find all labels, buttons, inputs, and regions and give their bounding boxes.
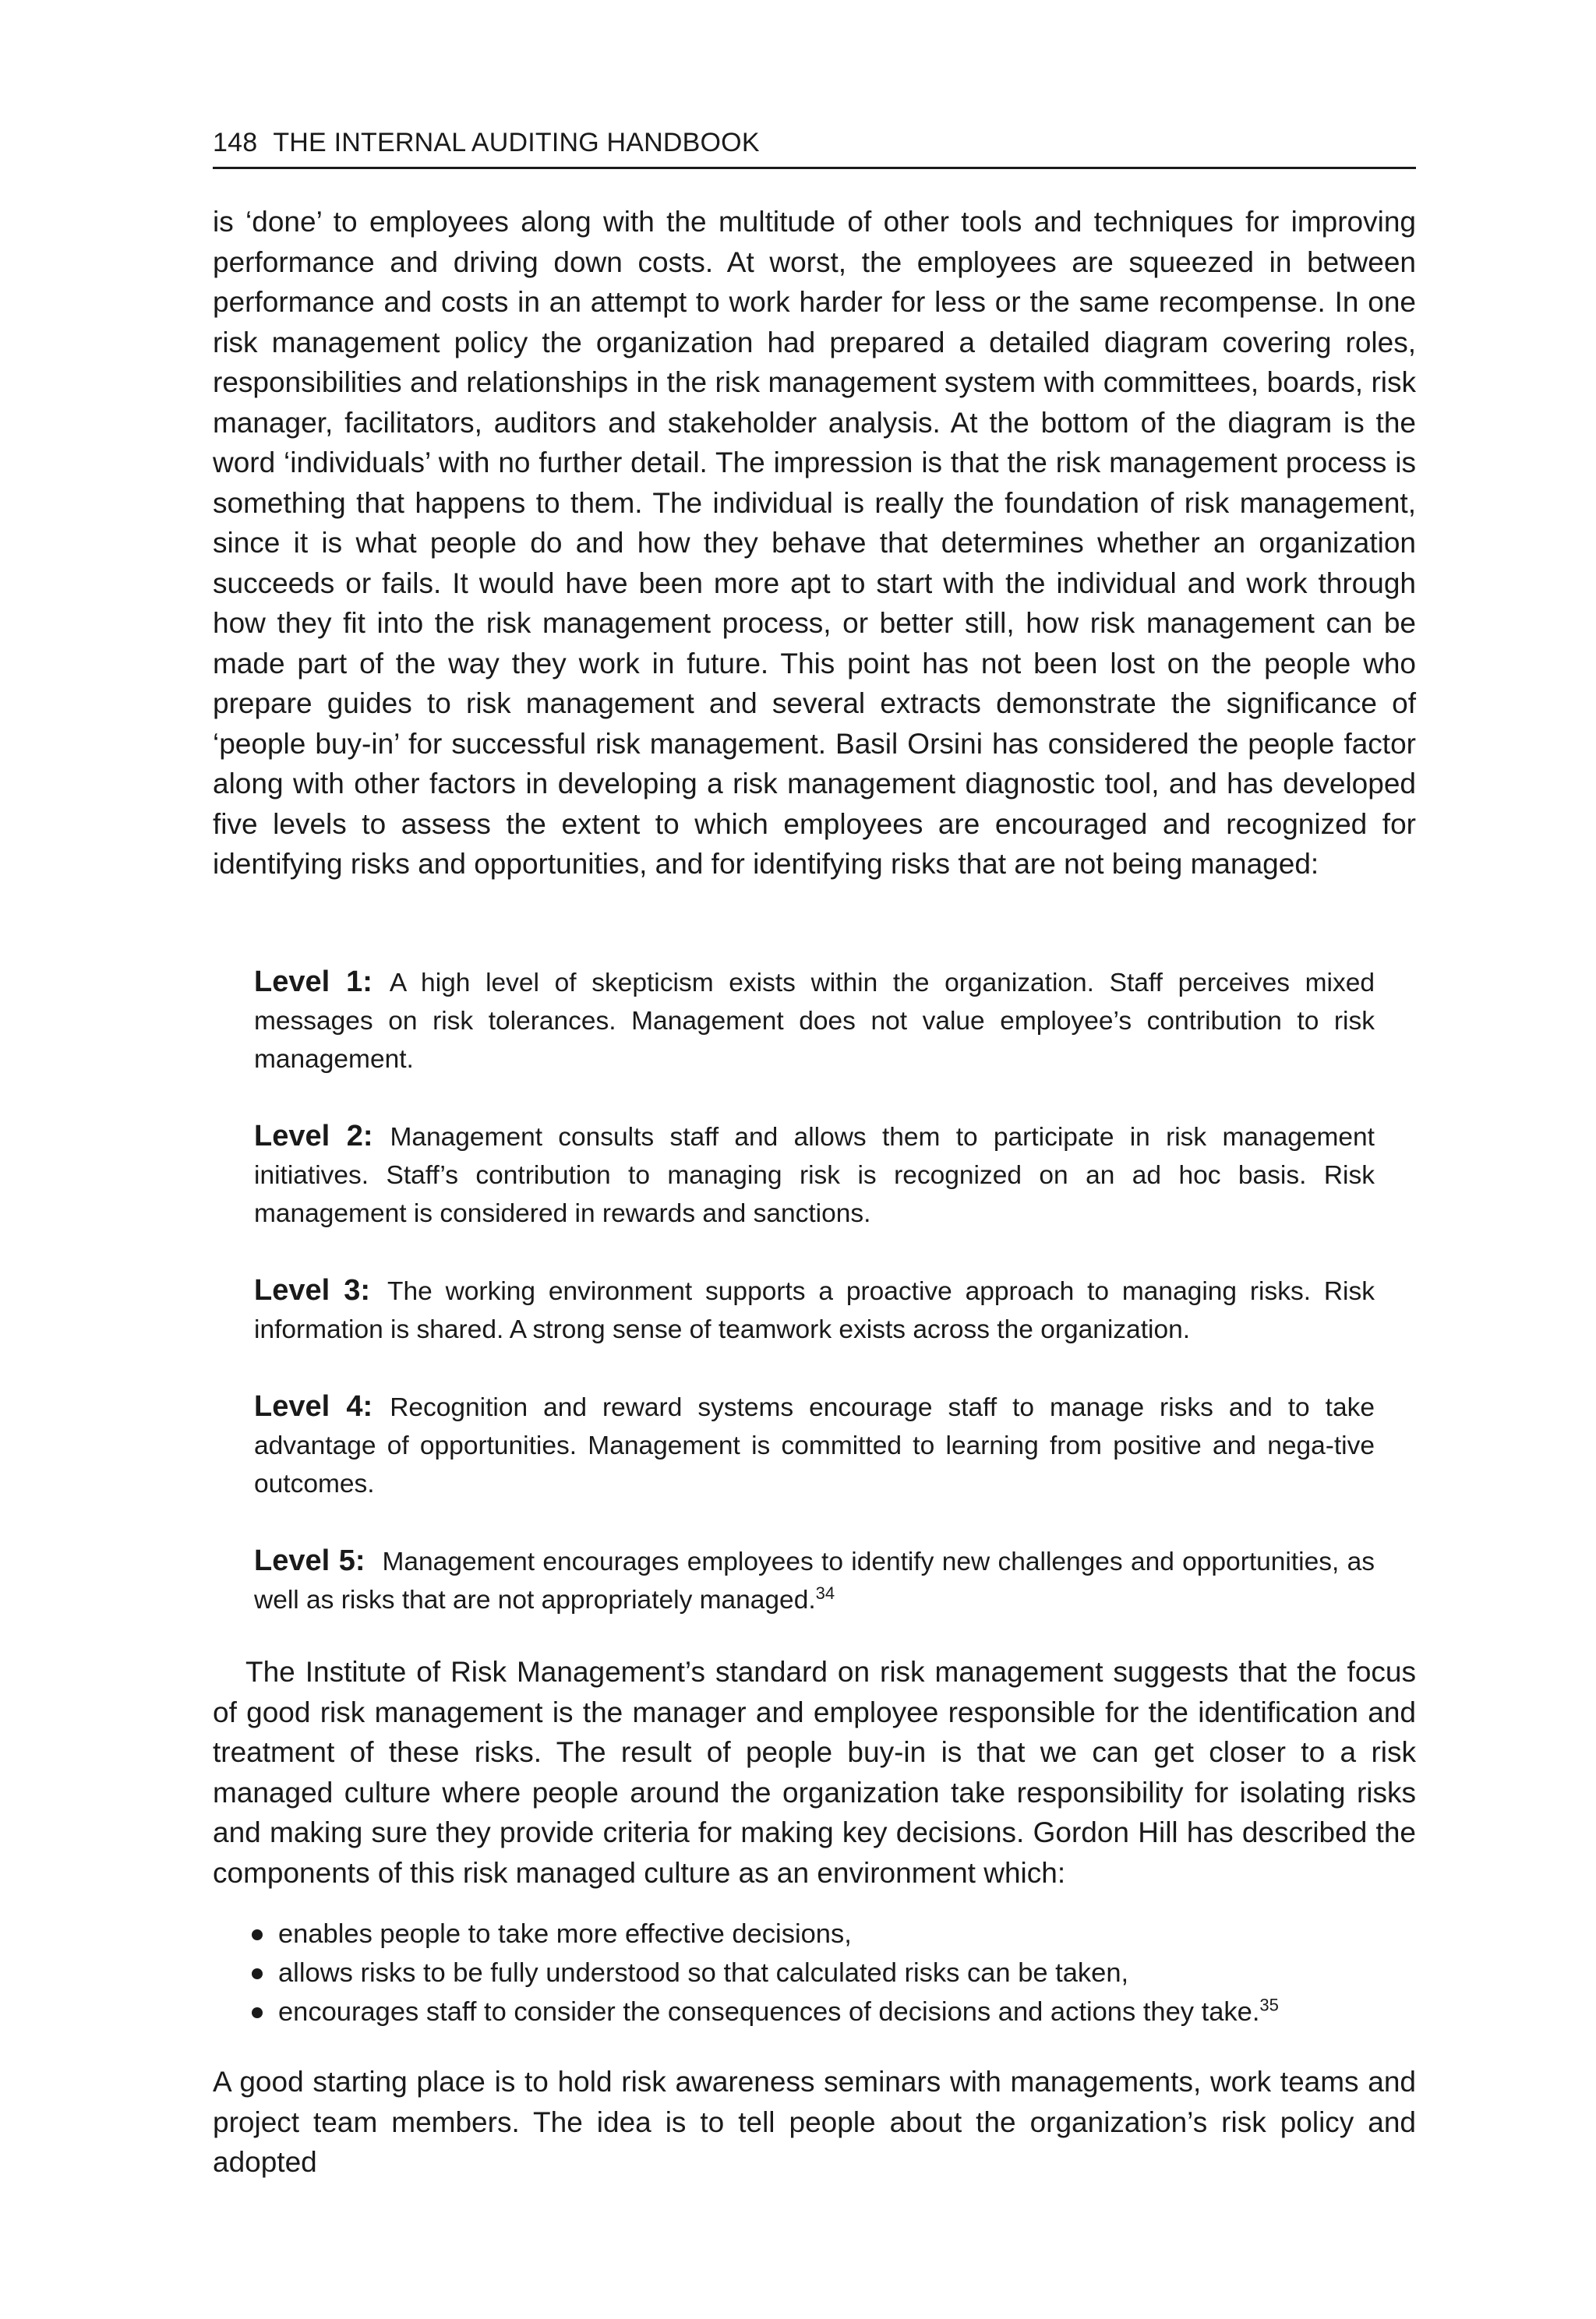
- paragraph-1: is ‘done’ to employees along with the multitude of other tools and techniques for improving performance and driving down costs. At worst, the employees are squeezed in between performance and costs in an attempt to work harder for less or the same recompense. In one risk management policy the organization had prepared a detailed diagram covering roles, responsibilities and relationships in the risk management system with committees, boards, risk manager, facilitators, auditors and stakeholder analysis. At the bottom of the diagram is the word ‘individuals’ with no further detail. The impression is that the risk management process is something that happens to them. The individual is really the foundation of risk management, since it is what people do and how they behave that determines whether an organization succeeds or fails. It would have been more apt to start with the individual and work through how they fit into the risk management process, or better still, how risk management can be made part of the way they work in future. This point has not been lost on the people who prepare guides to risk management and several extracts demonstrate the significance of ‘people buy-in’ for successful risk management. Basil Orsini has considered the people factor along with other factors in developing a risk management diagnostic tool, and has developed five levels to assess the extent to which employees are encouraged and recognized for identifying risks and opportunities, and for identifying risks that are not being managed:: [213, 206, 1416, 880]
- bullet-icon: [252, 2007, 263, 2018]
- level-text: Recognition and reward systems encourage staff to manage risks and to take advantage of opportunities. Management is committed to learning from positive and nega-tive outcomes.: [254, 1393, 1375, 1498]
- page-number: 148: [213, 127, 258, 157]
- bullet-item: [250, 1993, 1404, 2031]
- level-text: Management encourages employees to identify new challenges and opportunities, as well as risks that are not appropriately managed.: [254, 1548, 1375, 1615]
- paragraph-2: The Institute of Risk Management’s standard on risk management suggests that the focus of good risk management is the manager and employee responsible for the identification and treatment of these risks. The result of people buy-in is that we can get closer to a risk managed culture where people around the organization take responsibility for isolating risks and making sure they provide criteria for making key decisions. Gordon Hill has described the components of this risk managed culture as an environment which:: [213, 1656, 1416, 1889]
- level-item: [254, 1388, 1375, 1503]
- level-text: Management consults staff and allows them to participate in risk management initiatives. Staff’s contribution to managing risk is recognized on an ad hoc basis. Risk management is considered in rewards and sanctions.: [254, 1123, 1375, 1228]
- footnote-ref-34: 34: [815, 1583, 835, 1603]
- paragraph-3: A good starting place is to hold risk awareness seminars with managements, work teams and project team members. The idea is to tell people about the organization’s risk policy and adopted: [213, 2066, 1416, 2178]
- book-title: THE INTERNAL AUDITING HANDBOOK: [273, 127, 760, 157]
- bullet-icon: [252, 1929, 263, 1940]
- level-item: [254, 1542, 1375, 1619]
- bullet-text: enables people to take more effective decisions,: [278, 1919, 852, 1949]
- level-text: The working environment supports a proactive approach to managing risks. Risk information is shared. A strong sense of teamwork exists across the organization.: [254, 1277, 1375, 1344]
- level-label: Level 5:: [254, 1544, 365, 1577]
- level-label: Level 3:: [254, 1274, 371, 1307]
- bullet-text: encourages staff to consider the consequences of decisions and actions they take.: [278, 1997, 1260, 2027]
- bullet-item: [250, 1915, 1404, 1954]
- bullet-icon: [252, 1968, 263, 1979]
- level-item: [254, 1272, 1375, 1349]
- bullet-list: [250, 1915, 1404, 2031]
- level-text: A high level of skepticism exists within the organization. Staff perceives mixed messages on risk tolerances. Management does not value employee’s contribution to risk management.: [254, 969, 1375, 1074]
- footnote-ref-35: 35: [1259, 1995, 1279, 2015]
- bullet-text: allows risks to be fully understood so that calculated risks can be taken,: [278, 1958, 1129, 1988]
- level-item: [254, 1117, 1375, 1233]
- level-item: [254, 963, 1375, 1078]
- running-head: [213, 118, 1416, 169]
- levels-list: [254, 963, 1375, 1658]
- level-label: Level 4:: [254, 1390, 373, 1423]
- bullet-item: [250, 1954, 1404, 1993]
- level-label: Level 2:: [254, 1120, 373, 1152]
- level-label: Level 1:: [254, 965, 373, 998]
